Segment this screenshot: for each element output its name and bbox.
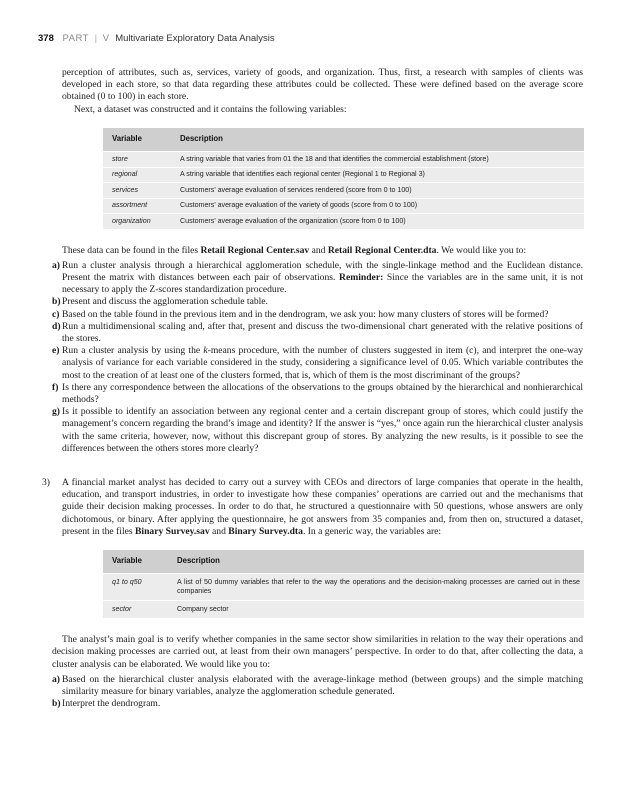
- list-item: g) Is it possible to identify an association between any regional center and a certain discrepant group of stores, which could justify the management’s concern regarding the brand’s image and identity? If the answer is “yes,” once again run the hierarchical cluster analysis with the same criteria, however, now, without this discrepant group of stores. By analyzing the new results, is it possible to see the differences between the others stores more clearly?: [52, 406, 583, 454]
- files-paragraph: These data can be found in the files Retail Regional Center.sav and Retail Regional Center.dta. We would like you to:: [62, 244, 527, 256]
- page-number: 378: [38, 33, 54, 44]
- table-row: [103, 167, 584, 183]
- list-item: a) Run a cluster analysis through a hierarchical agglomeration schedule, with the single-linkage method and the Euclidean distance. Present the matrix with distances between each pair of observations. Reminder: Since the variables are in the same unit, it is not necessary to apply the Z-scores standardization procedure.: [52, 259, 583, 296]
- table-row: [103, 214, 584, 229]
- chapter-title: Multivariate Exploratory Data Analysis: [115, 33, 275, 44]
- variable-description: A string variable that varies from 01 the 18 and that identifies the commercial establishment (store): [171, 152, 584, 168]
- file-name: Binary Survey.dta: [228, 525, 303, 537]
- col-variable: Variable: [103, 128, 171, 152]
- variable-description: A string variable that identifies each regional center (Regional 1 to Regional 3): [171, 167, 584, 183]
- col-variable: Variable: [103, 550, 168, 574]
- file-name: Retail Regional Center.dta: [327, 244, 437, 256]
- file-name: Retail Regional Center.sav: [200, 244, 310, 256]
- variable-description: Customers’ average evaluation of services rendered (score from 0 to 100): [171, 183, 584, 199]
- variable-name: sector: [103, 601, 168, 619]
- variable-description: Customers’ average evaluation of the variety of goods (score from 0 to 100): [171, 198, 584, 214]
- list-item: c) Based on the table found in the previous item and in the dendrogram, we ask you: how many clusters of stores will be formed?: [52, 308, 549, 320]
- list-item: b) Interpret the dendrogram.: [52, 698, 161, 710]
- table-row: [103, 183, 584, 199]
- table-header-row: [103, 550, 584, 574]
- table-header-row: [103, 128, 584, 152]
- question-number: 3): [42, 476, 50, 488]
- variable-name: organization: [103, 214, 171, 229]
- variables-table-1: [103, 128, 584, 229]
- table-row: [103, 152, 584, 168]
- page-body: [42, 67, 583, 710]
- variable-name: regional: [103, 167, 171, 183]
- variable-name: services: [103, 183, 171, 199]
- question-list: [52, 674, 583, 711]
- variables-table-2: [103, 550, 584, 618]
- goal-paragraph: The analyst’s main goal is to verify whether companies in the same sector show similarities in relation to the way their operations and decision making processes are carried out, at least from their own managers’ perspective. In order to do that, after collecting the data, a cluster analysis can be elaborated. We would like you to:: [52, 634, 583, 670]
- variable-name: q1 to q50: [103, 574, 168, 601]
- variable-description: A list of 50 dummy variables that refer to the way the operations and the decision-making processes are carried out in these companies: [168, 574, 584, 601]
- list-item: e) Run a cluster analysis by using the k-means procedure, with the number of clusters suggested in item (c), and interpret the one-way analysis of variance for each variable considered in the study, considering a significance level of 0.05. Which variable contributes the most to the creation of at least one of the clusters formed, that is, which of them is the most discriminant of the groups?: [52, 345, 583, 381]
- variable-description: Customers’ average evaluation of the organization (score from 0 to 100): [171, 214, 584, 229]
- list-item: b) Present and discuss the agglomeration schedule table.: [52, 296, 268, 308]
- list-item: a) Based on the hierarchical cluster analysis elaborated with the average-linkage method (between groups) and the simple matching similarity measure for binary variables, analyze the agglomeration schedule generated.: [52, 673, 583, 697]
- col-description: Description: [168, 550, 584, 574]
- table-row: [103, 574, 584, 601]
- table-row: [103, 198, 584, 214]
- table-row: [103, 601, 584, 619]
- variable-name: store: [103, 152, 171, 168]
- variable-description: Company sector: [168, 601, 584, 619]
- list-item: d) Run a multidimensional scaling and, after that, present and discuss the two-dimensional chart generated with the relative positions of the stores.: [52, 320, 583, 344]
- dataset-intro: Next, a dataset was constructed and it contains the following variables:: [74, 103, 347, 115]
- col-description: Description: [171, 128, 584, 152]
- file-name: Binary Survey.sav: [135, 525, 210, 537]
- part-number: V: [102, 33, 110, 44]
- question-list: [52, 260, 583, 455]
- intro-paragraph: perception of attributes, such as, services, variety of goods, and organization. Thus, first, a research with samples of clients was developed in each store, so that data regarding these attributes could be collected. These were defined based on the average score obtained (0 to 100) in each store.: [62, 67, 583, 103]
- list-item: f) Is there any correspondence between the allocations of the observations to the groups obtained by the hierarchical and nonhierarchical methods?: [52, 381, 583, 405]
- question-3: 3) A financial market analyst has decided to carry out a survey with CEOs and directors of large companies that operate in the health, education, and transport industries, in order to investigate how these companies’ operations are carried out and the mechanisms that guide their decision making processes. In order to do that, he structured a questionnaire with 50 questions, whose answers are only dichotomous, or binary. After applying the questionnaire, he got answers from 35 companies and, from then on, structured a dataset, present in the files Binary Survey.sav and Binary Survey.dta. In a generic way, the variables are:: [42, 476, 583, 537]
- variable-name: assortment: [103, 198, 171, 214]
- running-header: 378 PART | V Multivariate Exploratory Data Analysis: [38, 33, 275, 44]
- part-label: PART: [62, 33, 89, 44]
